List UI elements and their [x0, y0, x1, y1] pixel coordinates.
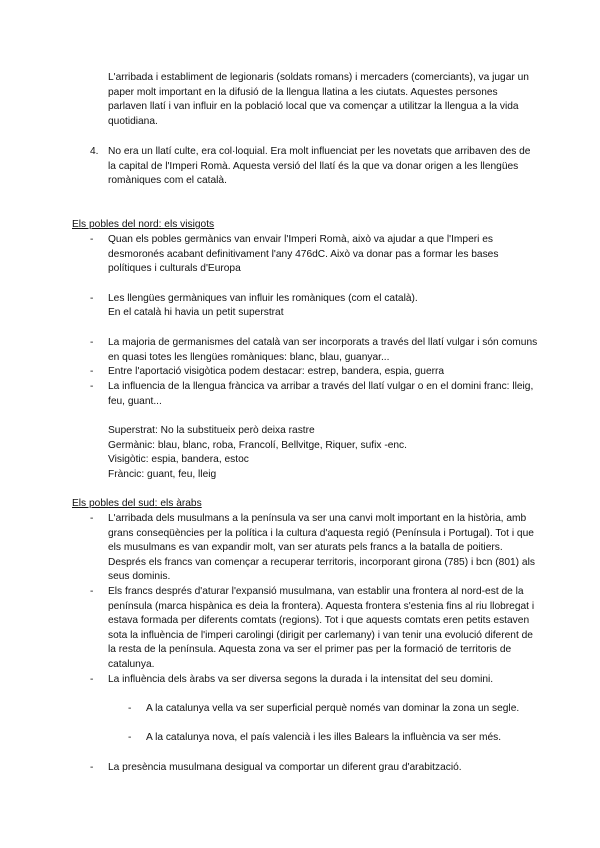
north-item-2: Les llengües germàniques van influir les romàniques (com el català).	[108, 293, 418, 304]
south-item-3: La influència dels àrabs va ser diversa segons la durada i la intensitat del seu domini.	[108, 674, 494, 685]
bullet-marker: -	[90, 762, 94, 773]
south-subitem-2: A la catalunya nova, el país valencià i les illes Balears la influència va ser més.	[146, 732, 502, 743]
bullet-marker: -	[90, 366, 94, 377]
north-item-5: La influencia de la llengua fràncica va arribar a través del llatí vulgar o en el domini franc: lleig, feu, guant...	[108, 381, 534, 407]
point-4-text: No era un llatí culte, era col·loquial. Era molt influenciat per les novetats que arribaven des de la capital de l'Imperi Romà. Aquesta versió del llatí és la que va donar origen a les llengües romàniques com el català.	[108, 146, 531, 187]
sub-bullet-marker: -	[128, 732, 132, 743]
north-item-4: Entre l'aportació visigòtica podem destacar: estrep, bandera, espia, guerra	[108, 366, 445, 377]
bullet-marker: -	[90, 513, 94, 524]
section-heading-north: Els pobles del nord: els visigots	[72, 219, 215, 230]
intro-paragraph: L'arribada i establiment de legionaris (soldats romans) i mercaders (comerciants), va jugar un paper molt important en la difusió de la llengua llatina a les ciutats. Aquestes persones parlaven llatí i van influir en la població local que va començar a utilitzar la llengua a la vida quotidiana.	[108, 72, 529, 127]
note-superstrat: Superstrat: No la substitueix però deixa rastre	[108, 425, 315, 436]
south-item-1: L'arribada dels musulmans a la península va ser una canvi molt important en la història, amb grans conseqüències per la política i la cultura d'aquesta regió (Península i Portugal). Tot i que els musulmans es van expandir molt, van ser aturats pels francs a la batalla de poitiers. Després els francs van començar a recuperar territoris, incorporant girona (785) i bcn (801) als seus dominis.	[108, 513, 535, 583]
note-germanic: Germànic: blau, blanc, roba, Francolí, Bellvitge, Riquer, sufix -enc.	[108, 440, 407, 451]
north-item-1: Quan els pobles germànics van envair l'Imperi Romà, això va ajudar a que l'Imperi es desmoronés acabant definitivament l'any 476dC. Això va donar pas a formar les bases polítiques i culturals d'Europa	[108, 234, 499, 275]
section-heading-south: Els pobles del sud: els àrabs	[72, 498, 202, 509]
bullet-marker: -	[90, 674, 94, 685]
bullet-marker: -	[90, 381, 94, 392]
note-visigothic: Visigòtic: espia, bandera, estoc	[108, 454, 249, 465]
bullet-marker: -	[90, 586, 94, 597]
note-frankish: Fràncic: guant, feu, lleig	[108, 469, 217, 480]
sub-bullet-marker: -	[128, 703, 132, 714]
list-number: 4.	[90, 146, 99, 157]
north-item-3: La majoria de germanismes del català van ser incorporats a través del llatí vulgar i són comuns en quasi totes les llengües romàniques: blanc, blau, guanyar...	[108, 337, 538, 363]
bullet-marker: -	[90, 293, 94, 304]
bullet-marker: -	[90, 337, 94, 348]
north-item-2-extra: En el català hi havia un petit superstrat	[108, 307, 284, 318]
south-item-4: La presència musulmana desigual va comportar un diferent grau d'arabització.	[108, 762, 462, 773]
south-subitem-1: A la catalunya vella va ser superficial perquè només van dominar la zona un segle.	[146, 703, 520, 714]
south-item-2: Els francs després d'aturar l'expansió musulmana, van establir una frontera al nord-est de la península (marca hispànica es deia la frontera). Aquesta frontera s'estenia fins al riu llobregat i estava formada per diferents comtats (regions). Tot i que aquests comtats eren petits estaven sota la influència de l'imperi carolingi (dirigit per carlemany) i van tenir una evolució diferent de la resta de la península. Aquesta zona va ser el primer pas per la formació de territoris de catalunya.	[108, 586, 535, 670]
bullet-marker: -	[90, 234, 94, 245]
